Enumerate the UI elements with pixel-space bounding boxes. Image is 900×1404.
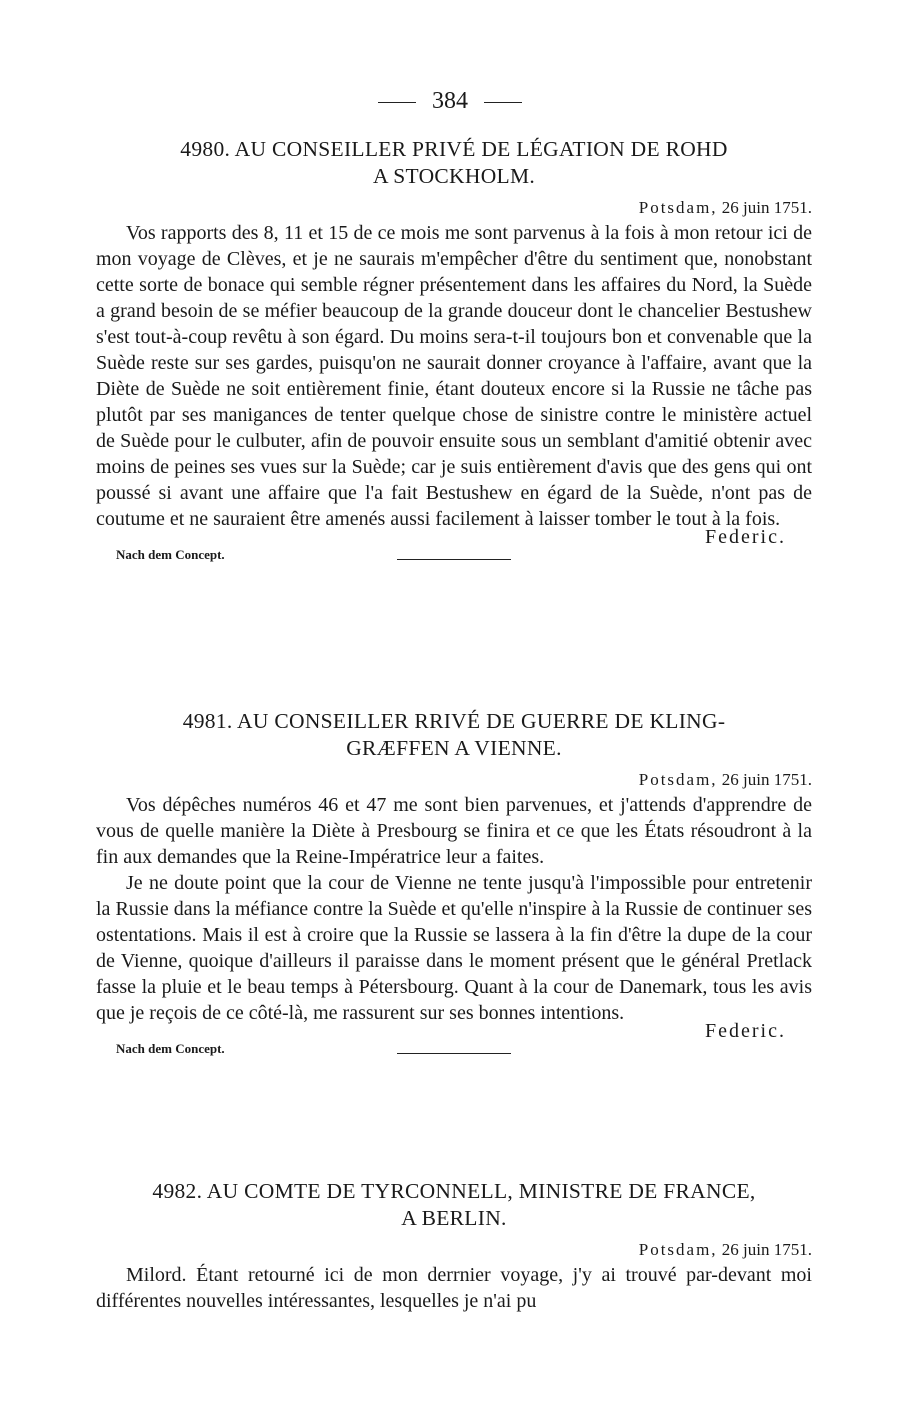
letter-heading	[96, 136, 812, 190]
letter-body	[96, 220, 812, 532]
letter-heading	[96, 1178, 812, 1232]
paragraph: Je ne doute point que la cour de Vienne ne tente jusqu'à l'impossible pour entretenir la Russie dans la méfiance contre la Suède et qu'elle n'inspire à la Russie de continuer ses ostentations. Mais il est à croire que la Russie se lassera à la fin d'être la dupe de la cour de Vienne, quoique d'ailleurs il paraisse dans le moment présent que le général Pretlack fasse la pluie et le beau temps à Pétersbourg. Quant à la cour de Danemark, tous les avis que je reçois de ce côté-là, me rassurent sur ses bonnes intentions.	[96, 872, 812, 1024]
section-rule	[397, 1053, 511, 1054]
heading-line-1: 4981. AU CONSEILLER RRIVÉ DE GUERRE DE KLING-	[182, 709, 726, 733]
letter-4981	[96, 708, 812, 1054]
dateline-date: 26 juin 1751.	[721, 1240, 812, 1259]
signature: Federic.	[705, 526, 786, 548]
header-dash-left	[378, 102, 416, 103]
header-dash-right	[484, 102, 522, 103]
heading-line-2: A BERLIN.	[401, 1206, 507, 1230]
section-rule	[397, 559, 511, 560]
paragraph: Vos rapports des 8, 11 et 15 de ce mois me sont parvenus à la fois à mon retour ici de mon voyage de Clèves, et je ne saurais m'empêcher d'être du sentiment que, nonobstant cette sorte de bonace qui semble régner présentement dans les affaires du Nord, la Suède a grand besoin de se méfier beaucoup de la grande douceur dont le chancelier Bestushew s'est tout-à-coup revêtu à son égard. Du moins sera-t-il toujours bon et convenable que la Suède reste sur ses gardes, puisqu'on ne saurait donner croyance à l'affaire, avant que la Diète de Suède ne soit entièrement finie, étant douteux encore si la Russie ne tâche pas plutôt par ses manigances de tenter quelque chose de sinistre contre le ministère actuel de Suède pour le culbuter, afin de pouvoir ensuite sous un semblant d'amitié obtenir avec moins de peines ses vues sur la Suède; car je suis entièrement d'avis que des gens qui ont poussé si avant une affaire que l'a fait Bestushew en égard de la Suède, n'ont pas de coutume et ne sauraient être amenés aussi facilement à laisser tomber le tout à la fois.	[96, 222, 812, 530]
letter-body	[96, 792, 812, 1026]
source-note: Nach dem Concept.	[116, 1041, 225, 1056]
heading-line-2: GRÆFFEN A VIENNE.	[346, 736, 562, 760]
dateline-place: Potsdam,	[638, 1240, 718, 1259]
dateline-date: 26 juin 1751.	[721, 770, 812, 789]
paragraph: Milord. Étant retourné ici de mon derrnier voyage, j'y ai trouvé par-devant moi différentes nouvelles intéressantes, lesquelles je n'ai pu	[96, 1264, 812, 1312]
source-note: Nach dem Concept.	[116, 547, 225, 562]
heading-line-1: 4982. AU COMTE DE TYRCONNELL, MINISTRE DE FRANCE,	[152, 1179, 756, 1203]
dateline-place: Potsdam,	[638, 198, 718, 217]
letter-heading	[96, 708, 812, 762]
page-number: 384	[432, 88, 468, 114]
letter-body	[96, 1262, 812, 1314]
signature: Federic.	[705, 1020, 786, 1042]
heading-line-1: 4980. AU CONSEILLER PRIVÉ DE LÉGATION DE ROHD	[180, 137, 728, 161]
heading-line-2: A STOCKHOLM.	[372, 164, 536, 188]
dateline	[96, 768, 812, 792]
dateline-date: 26 juin 1751.	[721, 198, 812, 217]
page-header	[0, 88, 900, 115]
letter-4980	[96, 136, 812, 560]
dateline	[96, 196, 812, 220]
paragraph: Vos dépêches numéros 46 et 47 me sont bien parvenues, et j'attends d'apprendre de vous de quelle manière la Diète à Presbourg se finira et ce que les États résoudront à la fin aux demandes que la Reine-Impératrice leur a faites.	[96, 794, 812, 868]
letter-4982	[96, 1178, 812, 1314]
dateline	[96, 1238, 812, 1262]
dateline-place: Potsdam,	[638, 770, 718, 789]
